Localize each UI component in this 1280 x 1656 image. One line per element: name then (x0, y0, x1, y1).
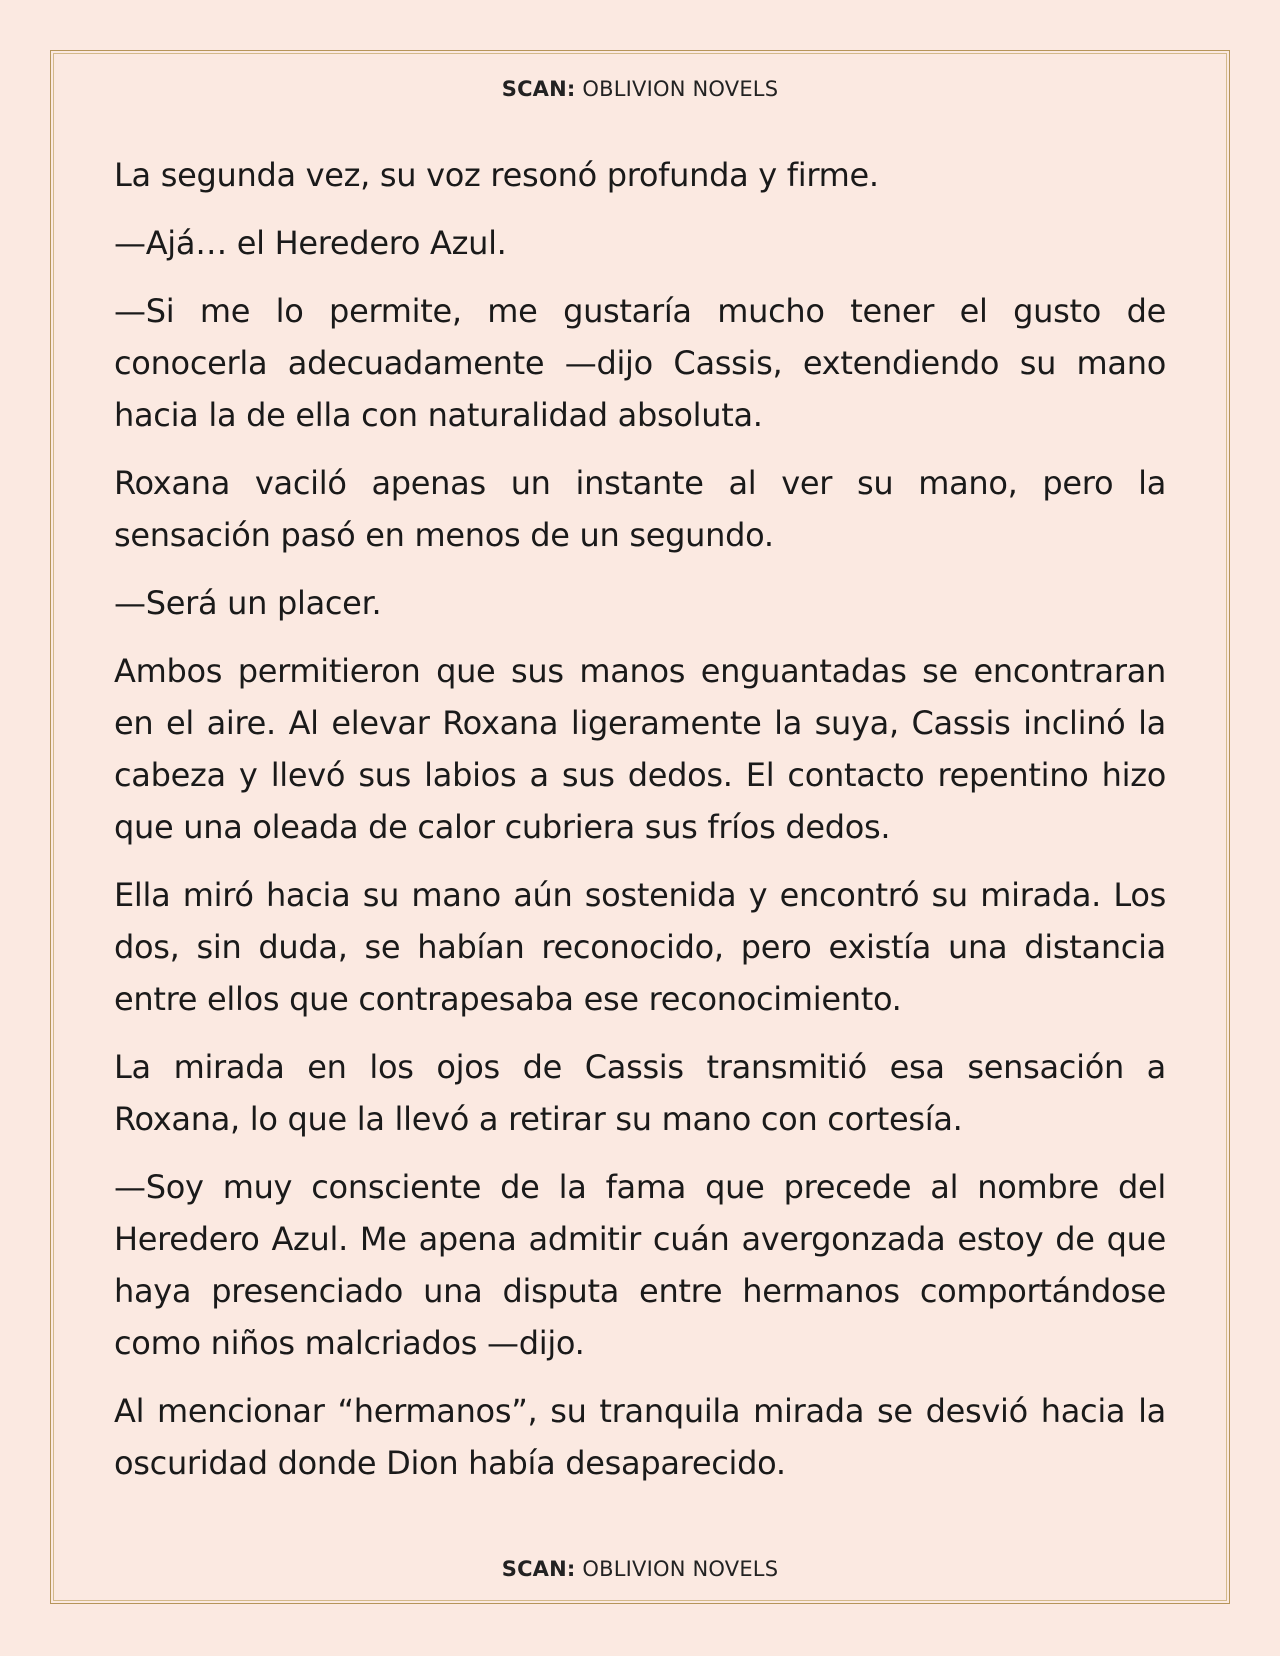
paragraph: Roxana vaciló apenas un instante al ver su mano, pero la sensación pasó en menos de un segundo. (114, 464, 1166, 554)
chapter-body (114, 149, 1166, 1505)
scan-footer-label: SCAN: (501, 1557, 576, 1581)
paragraph: Ambos permitieron que sus manos enguantadas se encontraran en el aire. Al elevar Roxana ligeramente la suya, Cassis inclinó la cabeza y llevó sus labios a sus dedos. El contacto repentino hizo que una oleada de calor cubriera sus fríos dedos. (114, 652, 1166, 846)
scan-footer-name: OBLIVION NOVELS (582, 1557, 779, 1581)
paragraph: La mirada en los ojos de Cassis transmitió esa sensación a Roxana, lo que la llevó a retirar su mano con cortesía. (114, 1048, 1166, 1138)
scan-footer (51, 1557, 1229, 1581)
paragraph: Ella miró hacia su mano aún sostenida y encontró su mirada. Los dos, sin duda, se habían reconocido, pero existía una distancia entre ellos que contrapesaba ese reconocimiento. (114, 876, 1166, 1018)
paragraph: —Ajá… el Heredero Azul. (114, 224, 507, 262)
paragraph: Al mencionar “hermanos”, su tranquila mirada se desvió hacia la oscuridad donde Dion había desaparecido. (114, 1392, 1166, 1482)
scan-header-label: SCAN: (501, 77, 576, 101)
paragraph: —Será un placer. (114, 584, 382, 622)
paragraph: —Soy muy consciente de la fama que precede al nombre del Heredero Azul. Me apena admitir cuán avergonzada estoy de que haya presenciado una disputa entre hermanos comportándose como niños malcriados —dijo. (114, 1168, 1166, 1362)
page-frame (50, 50, 1230, 1604)
scan-header (51, 77, 1229, 101)
paragraph: La segunda vez, su voz resonó profunda y firme. (114, 156, 879, 194)
scan-header-name: OBLIVION NOVELS (582, 77, 779, 101)
paragraph: —Si me lo permite, me gustaría mucho tener el gusto de conocerla adecuadamente —dijo Cassis, extendiendo su mano hacia la de ella con naturalidad absoluta. (114, 292, 1166, 434)
